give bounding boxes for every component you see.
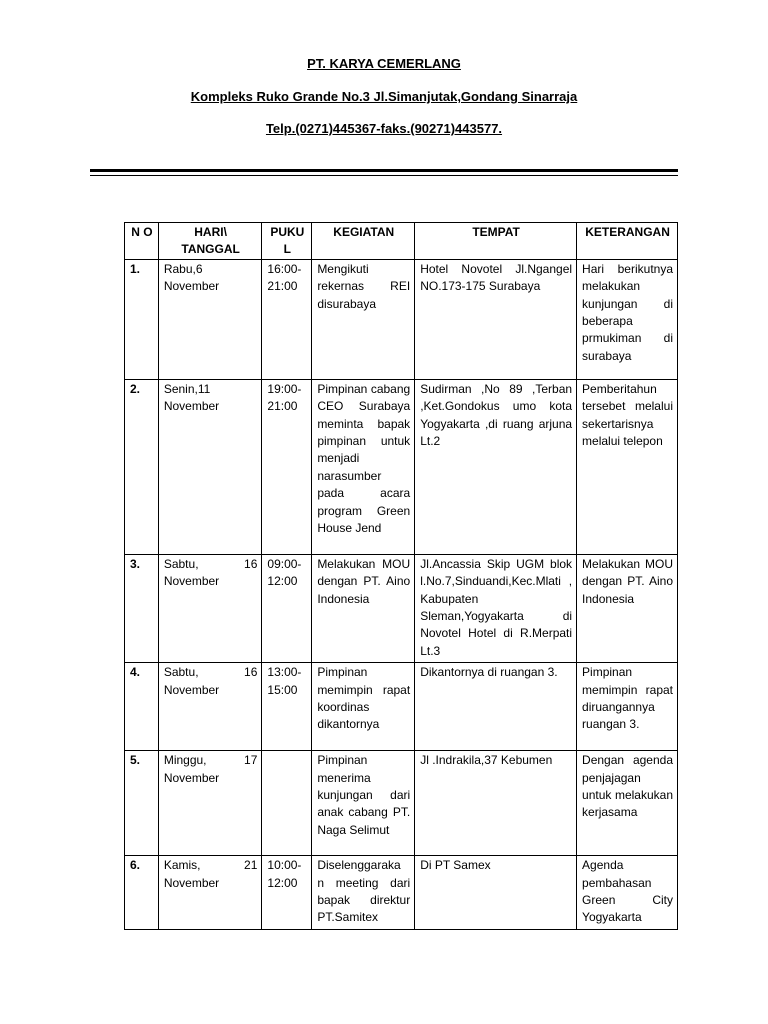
row-activity: Mengikuti rekernas REI disurabaya xyxy=(312,259,415,379)
row-place: Dikantornya di ruangan 3. xyxy=(415,663,577,751)
row-number: 5. xyxy=(125,751,159,856)
schedule-table xyxy=(124,222,678,930)
company-phone: Telp.(0271)445367-faks.(90271)443577. xyxy=(265,121,503,136)
row-activity: Pimpinan menerima kunjungan dari anak cabang PT. Naga Selimut xyxy=(312,751,415,856)
row-activity: Pimpinan memimpin rapat koordinas dikantornya xyxy=(312,663,415,751)
table-row xyxy=(125,751,678,856)
row-number: 1. xyxy=(125,259,159,379)
row-note: Dengan agenda penjajagan untuk melakukan kerjasama xyxy=(577,751,678,856)
row-place: Di PT Samex xyxy=(415,856,577,930)
row-number: 6. xyxy=(125,856,159,930)
table-row xyxy=(125,259,678,379)
table-row xyxy=(125,554,678,662)
row-note: Agenda pembahasan Green City Yogyakarta xyxy=(577,856,678,930)
row-place: Jl.Ancassia Skip UGM blok l.No.7,Sinduandi,Kec.Mlati , Kabupaten Sleman,Yogyakarta di Novotel Hotel di R.Merpati Lt.3 xyxy=(415,554,577,662)
row-place: Jl .Indrakila,37 Kebumen xyxy=(415,751,577,856)
row-day: Kamis, 21 November xyxy=(158,856,262,930)
column-header-no: N O xyxy=(125,223,159,260)
column-header-place: TEMPAT xyxy=(415,223,577,260)
row-note: Hari berikutnya melakukan kunjungan di beberapa prmukiman di surabaya xyxy=(577,259,678,379)
table-row xyxy=(125,663,678,751)
row-number: 2. xyxy=(125,379,159,554)
row-day: Sabtu, 16 November xyxy=(158,554,262,662)
table-header-row xyxy=(125,223,678,260)
column-header-time: PUKU L xyxy=(262,223,312,260)
company-address: Kompleks Ruko Grande No.3 Jl.Simanjutak,Gondang Sinarraja xyxy=(190,89,578,104)
row-time: 09:00-12:00 xyxy=(262,554,312,662)
row-note: Melakukan MOU dengan PT. Aino Indonesia xyxy=(577,554,678,662)
row-activity: Melakukan MOU dengan PT. Aino Indonesia xyxy=(312,554,415,662)
row-time: 10:00-12:00 xyxy=(262,856,312,930)
row-time: 19:00-21:00 xyxy=(262,379,312,554)
row-number: 3. xyxy=(125,554,159,662)
row-note: Pimpinan memimpin rapat diruangannya ruangan 3. xyxy=(577,663,678,751)
row-time: 13:00-15:00 xyxy=(262,663,312,751)
row-activity: Diselenggaraka n meeting dari bapak direktur PT.Samitex xyxy=(312,856,415,930)
row-number: 4. xyxy=(125,663,159,751)
table-row xyxy=(125,379,678,554)
column-header-day: HARI\ TANGGAL xyxy=(158,223,262,260)
row-activity: Pimpinan cabang CEO Surabaya meminta bapak pimpinan untuk menjadi narasumber pada acara program Green House Jend xyxy=(312,379,415,554)
table-row xyxy=(125,856,678,930)
row-day: Rabu,6 November xyxy=(158,259,262,379)
row-day: Sabtu, 16 November xyxy=(158,663,262,751)
row-day: Senin,11 November xyxy=(158,379,262,554)
row-place: Sudirman ,No 89 ,Terban ,Ket.Gondokus umo kota Yogyakarta ,di ruang arjuna Lt.2 xyxy=(415,379,577,554)
column-header-activity: KEGIATAN xyxy=(312,223,415,260)
company-name: PT. KARYA CEMERLANG xyxy=(307,56,461,71)
header-divider-thin xyxy=(90,175,678,176)
row-place: Hotel Novotel Jl.Ngangel NO.173-175 Surabaya xyxy=(415,259,577,379)
row-time xyxy=(262,751,312,856)
row-day: Minggu, 17 November xyxy=(158,751,262,856)
row-time: 16:00-21:00 xyxy=(262,259,312,379)
column-header-note: KETERANGAN xyxy=(577,223,678,260)
header-divider-thick xyxy=(90,169,678,172)
row-note: Pemberitahun tersebet melalui sekertarisnya melalui telepon xyxy=(577,379,678,554)
